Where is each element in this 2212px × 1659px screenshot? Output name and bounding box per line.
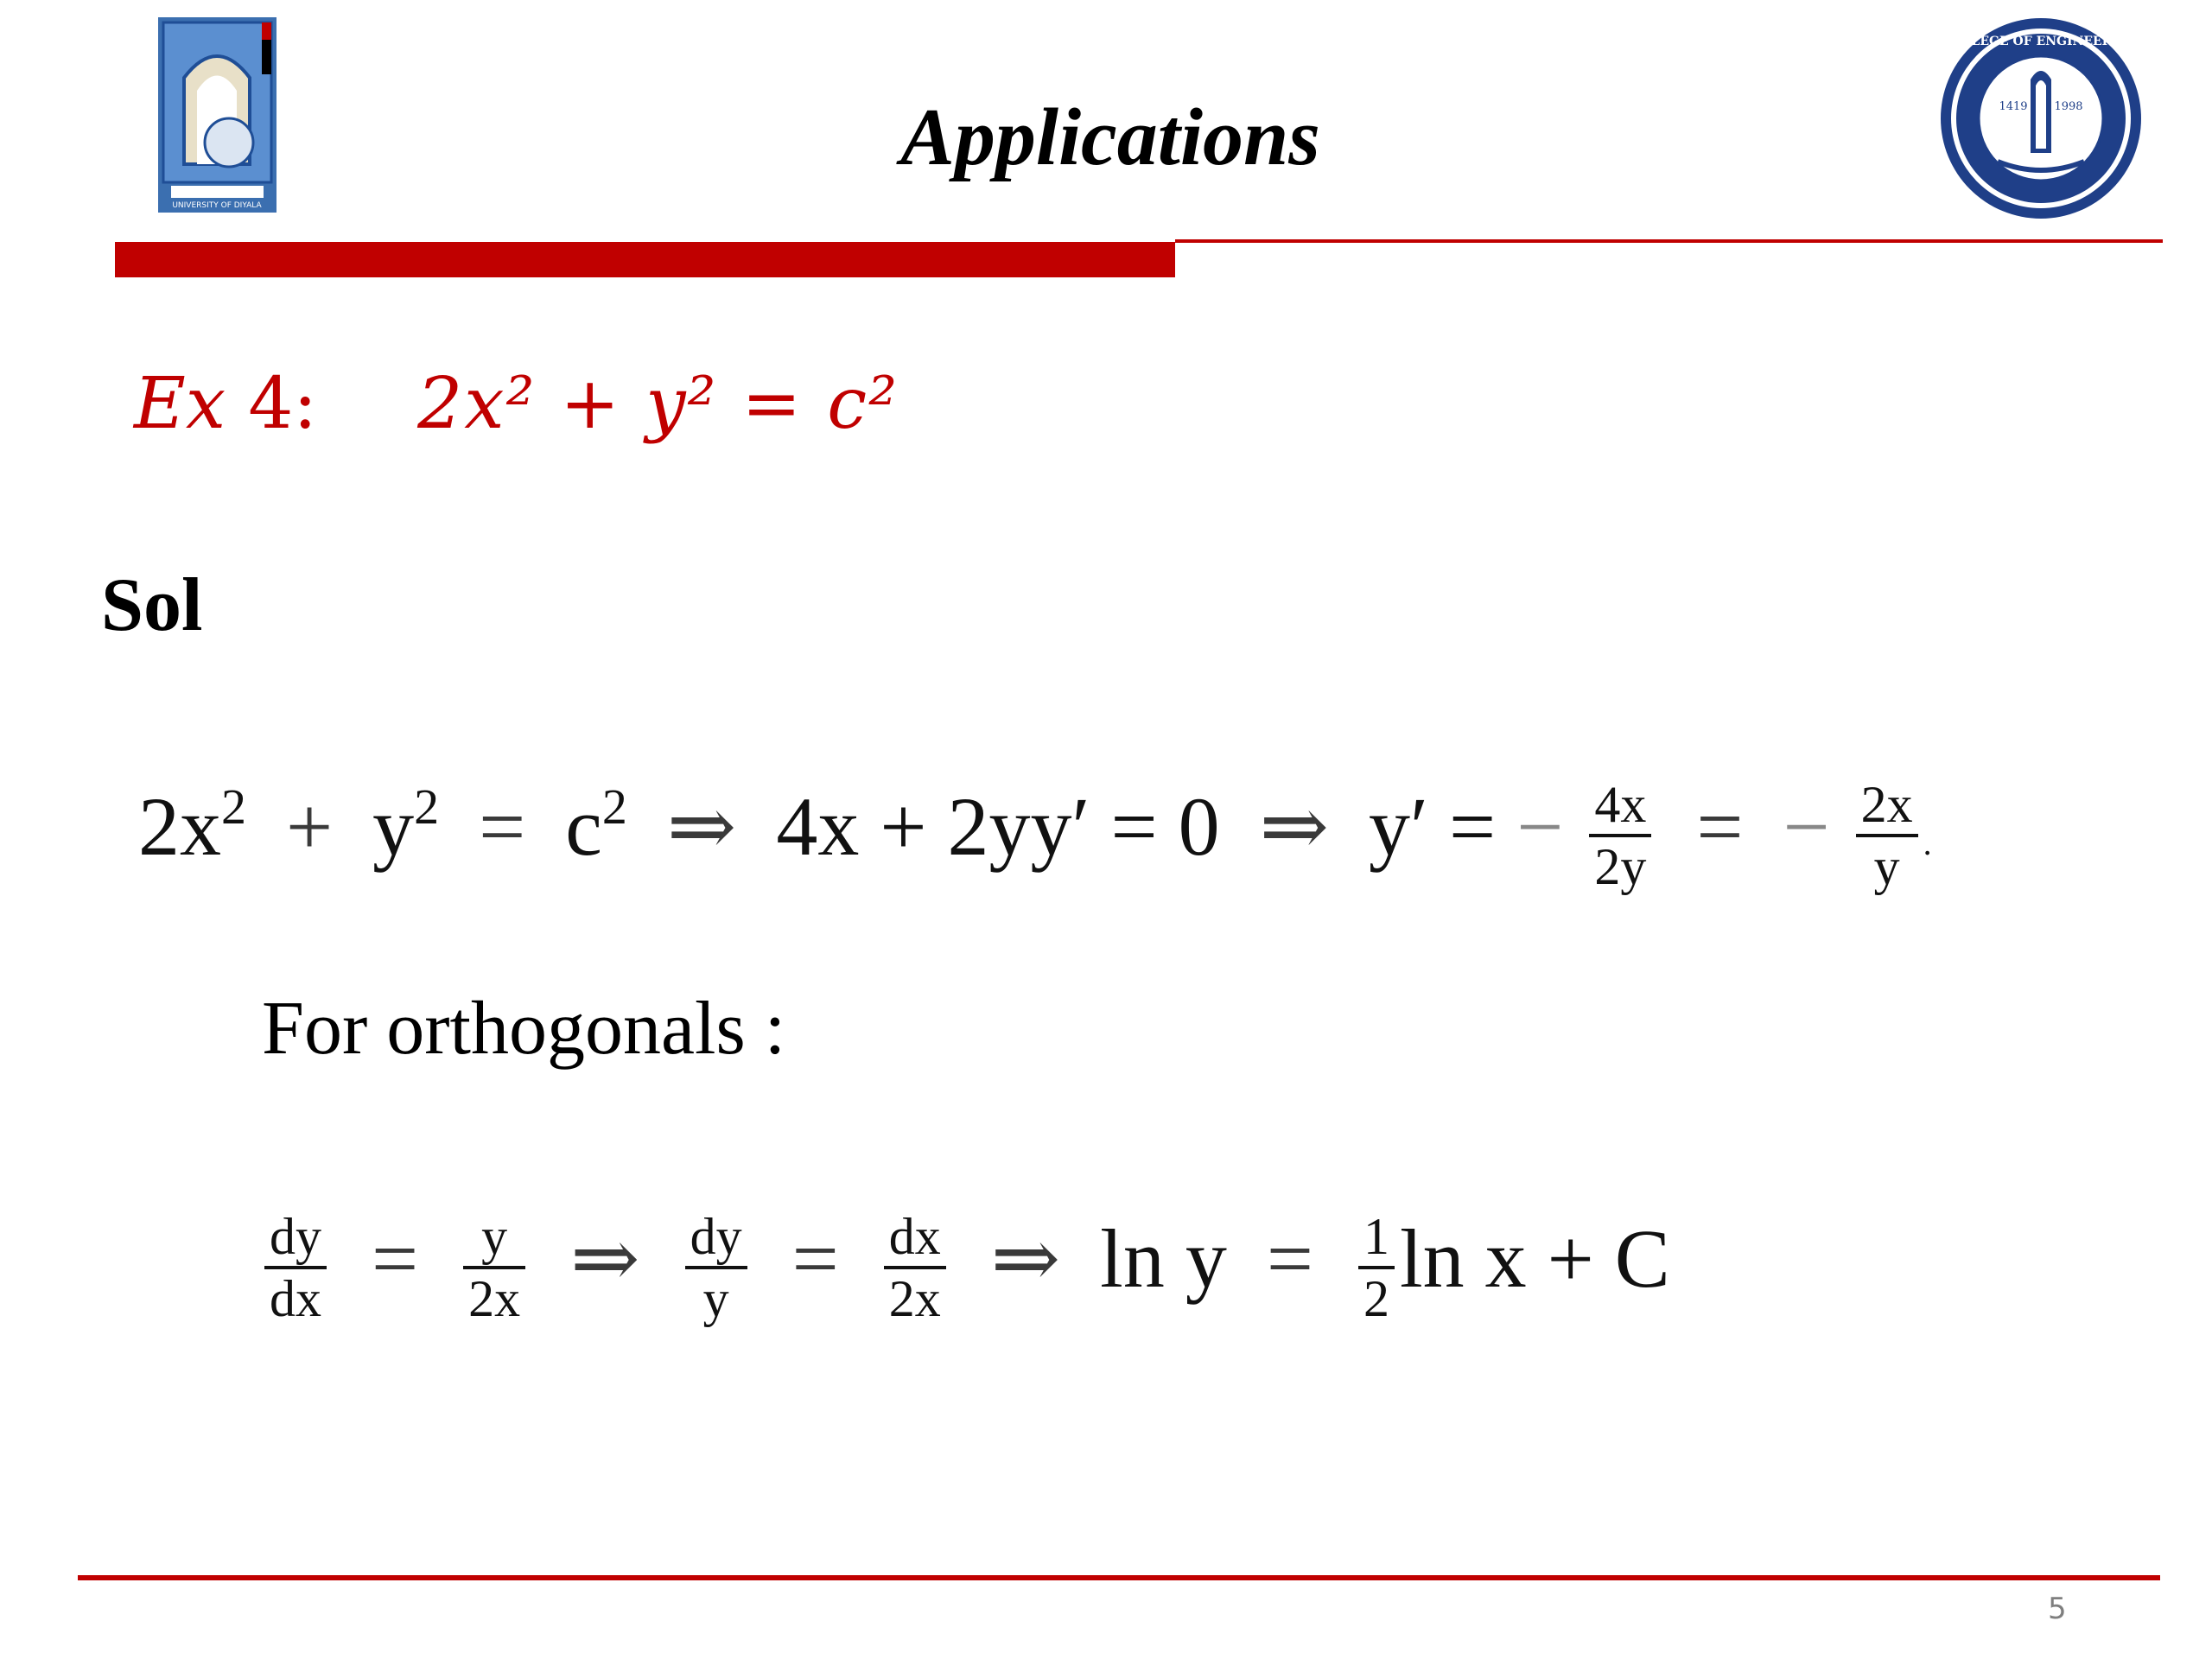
svg-text:1419: 1419	[1999, 100, 2028, 113]
orthogonals-label: For orthogonals :	[262, 987, 786, 1071]
fraction-4x-over-2y: $\frac{4x}{2y}$	[1589, 779, 1651, 893]
example-label: Ex	[134, 363, 226, 445]
fraction-dy-y: $\frac{dy}{y}$	[685, 1211, 747, 1325]
fraction-2x-over-y: $\frac{2x}{y}$	[1856, 779, 1918, 893]
example-equation	[134, 363, 899, 445]
fraction-dy-dx: $\frac{dy}{dx}$	[264, 1211, 327, 1325]
example-colon: :	[293, 363, 317, 445]
seal-ring-text: COLLEGE OF ENGINEERING	[1942, 35, 2139, 48]
solution-heading: Sol	[101, 563, 203, 647]
fraction-y-2x: $\frac{y}{2x}$	[463, 1211, 525, 1325]
orthogonal-equation: $\frac{dy}{dx}$ = $\frac{y}{2x}$ ⇒ $\frac{dy}{y}$ = $\frac{dx}{2x}$ ⇒ ln y = $\frac{1}{2}$ ln x + C	[259, 1210, 1670, 1325]
example-formula: 2x² + y² = c²	[417, 363, 899, 445]
footer-rule	[78, 1575, 2160, 1580]
differentiation-equation: $2x^2 + y^2 = c^2$ ⇒ 4x + 2yy′ = 0 ⇒ y′ = − $\frac{4x}{2y}$ = − $\frac{2x}{y}$ .	[138, 775, 1932, 895]
fraction-one-half: $\frac{1}{2}$	[1358, 1211, 1395, 1325]
example-number: 4	[248, 363, 294, 445]
page-number: 5	[2048, 1592, 2067, 1626]
header-rule-thick	[115, 242, 1175, 277]
logo-caption: UNIVERSITY OF DIYALA	[172, 201, 262, 210]
svg-text:1998: 1998	[2054, 100, 2083, 113]
slide-title: Applications	[900, 92, 1320, 182]
header-rule-thin	[1175, 239, 2163, 243]
college-seal-logo	[1937, 15, 2145, 222]
fraction-dx-2x: $\frac{dx}{2x}$	[884, 1211, 946, 1325]
